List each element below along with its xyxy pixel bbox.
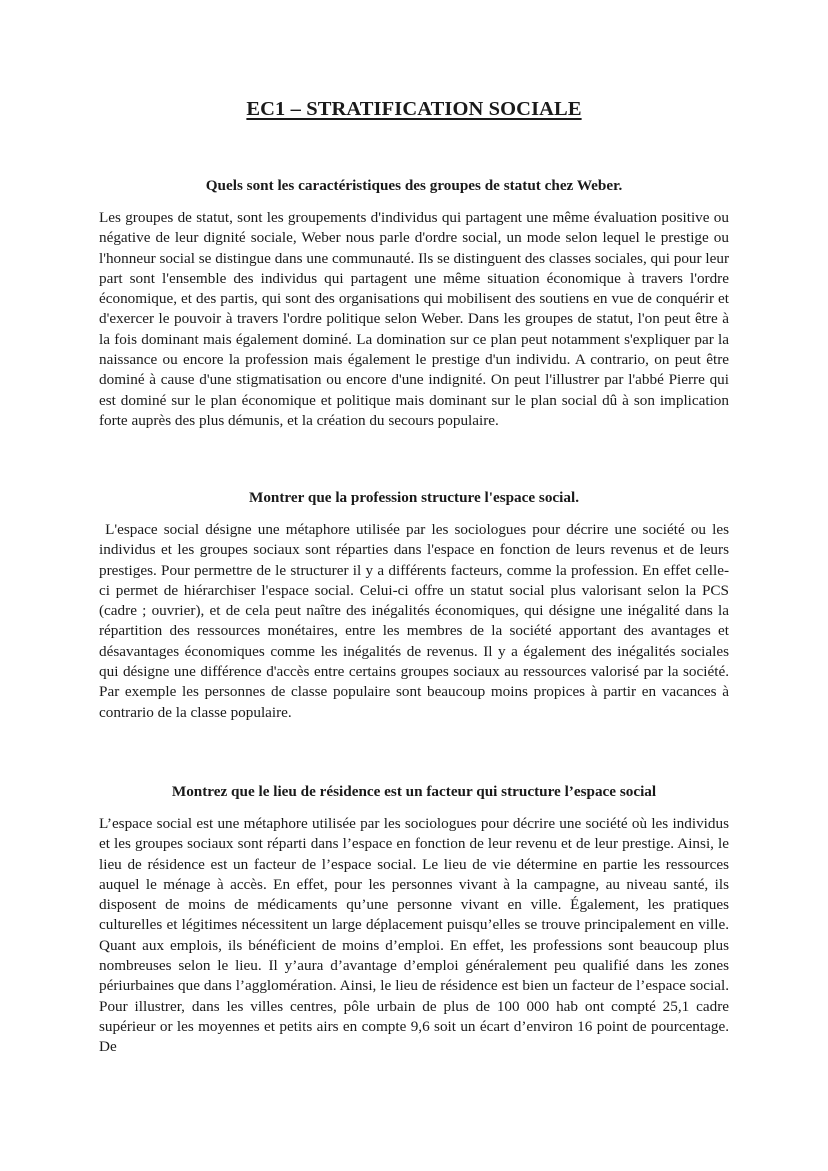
section-groupes-de-statut	[99, 176, 729, 431]
section-paragraph: L’espace social est une métaphore utilisée par les sociologues pour décrire une société où les individus et les groupes sociaux sont réparti dans l’espace en fonction de leur revenu et de leur prestige. Ainsi, le lieu de résidence est un facteur de l’espace social. Le lieu de vie détermine en partie les ressources auquel le ménage à accès. En effet, pour les personnes vivant à la campagne, au niveau santé, ils disposent de moins de médicaments qu’une personne vivant en ville. Également, les pratiques culturelles et légitimes nécessitent un large déplacement puisqu’elles se trouve principalement en ville. Quant aux emplois, ils bénéficient de moins d’emploi. En effet, les professions sont beaucoup plus nombreuses selon le lieu. Il y’aura d’avantage d’emploi généralement peu qualifié dans les zones périurbaines que dans l’agglomération. Ainsi, le lieu de résidence est bien un facteur de l’espace social. Pour illustrer, dans les villes centres, pôle urbain de plus de 100 000 hab ont compté 25,1 cadre supérieur or les moyennes et petits airs en compte 9,6 soit un écart d’environ 16 point de pourcentage. De	[99, 815, 729, 1056]
section-paragraph: Les groupes de statut, sont les groupements d'individus qui partagent une même évaluation positive ou négative de leur dignité sociale, Weber nous parle d'ordre social, un mode selon lequel le prestige ou l'honneur social se distingue dans une communauté. Ils se distinguent des classes sociales, qui pour leur part sont l'ensemble des individus qui partagent une même situation économique à travers l'ordre économique, et des partis, qui sont des organisations qui mobilisent des soutiens en vue de conquérir et d'exercer le pouvoir à travers l'ordre politique selon Weber. Dans les groupes de statut, l'on peut être à la fois dominant mais également dominé. La domination sur ce plan peut notamment s'expliquer par la naissance ou encore la profession mais également le prestige d'un individu. A contrario, on peut être dominé à cause d'une stigmatisation ou encore d'une indignité. On peut l'illustrer par l'abbé Pierre qui est dominé sur le plan économique et politique mais dominant sur le plan social dû à son implication forte auprès des plus démunis, et la création du secours populaire.	[99, 209, 729, 429]
page-title: EC1 – STRATIFICATION SOCIALE	[246, 98, 582, 120]
section-lieu-de-residence	[99, 782, 729, 1058]
section-heading: Montrez que le lieu de résidence est un facteur qui structure l’espace social	[171, 783, 657, 800]
section-heading: Quels sont les caractéristiques des groupes de statut chez Weber.	[205, 177, 623, 194]
section-profession	[99, 488, 729, 723]
section-heading: Montrer que la profession structure l'espace social.	[248, 489, 580, 506]
section-paragraph: L'espace social désigne une métaphore utilisée par les sociologues pour décrire une société ou les individus et les groupes sociaux sont réparties dans l'espace en fonction de leurs revenus et de leurs prestiges. Pour permettre de le structurer il y a différents facteurs, comme la profession. En effet celle-ci permet de hiérarchiser l'espace social. Celui-ci offre un statut social plus valorisant selon la PCS (cadre ; ouvrier), et de cela peut naître des inégalités économiques, qui désigne une inégalité dans la répartition des ressources monétaires, entre les membres de la société apportant des avantages et désavantages économiques comme les inégalités de revenus. Il y a également des inégalités sociales qui désigne une différence d'accès entre certains groupes sociaux au ressources valorisé par la société. Par exemple les personnes de classe populaire sont beaucoup moins propices à partir en vacances à contrario de la classe populaire.	[99, 521, 729, 721]
